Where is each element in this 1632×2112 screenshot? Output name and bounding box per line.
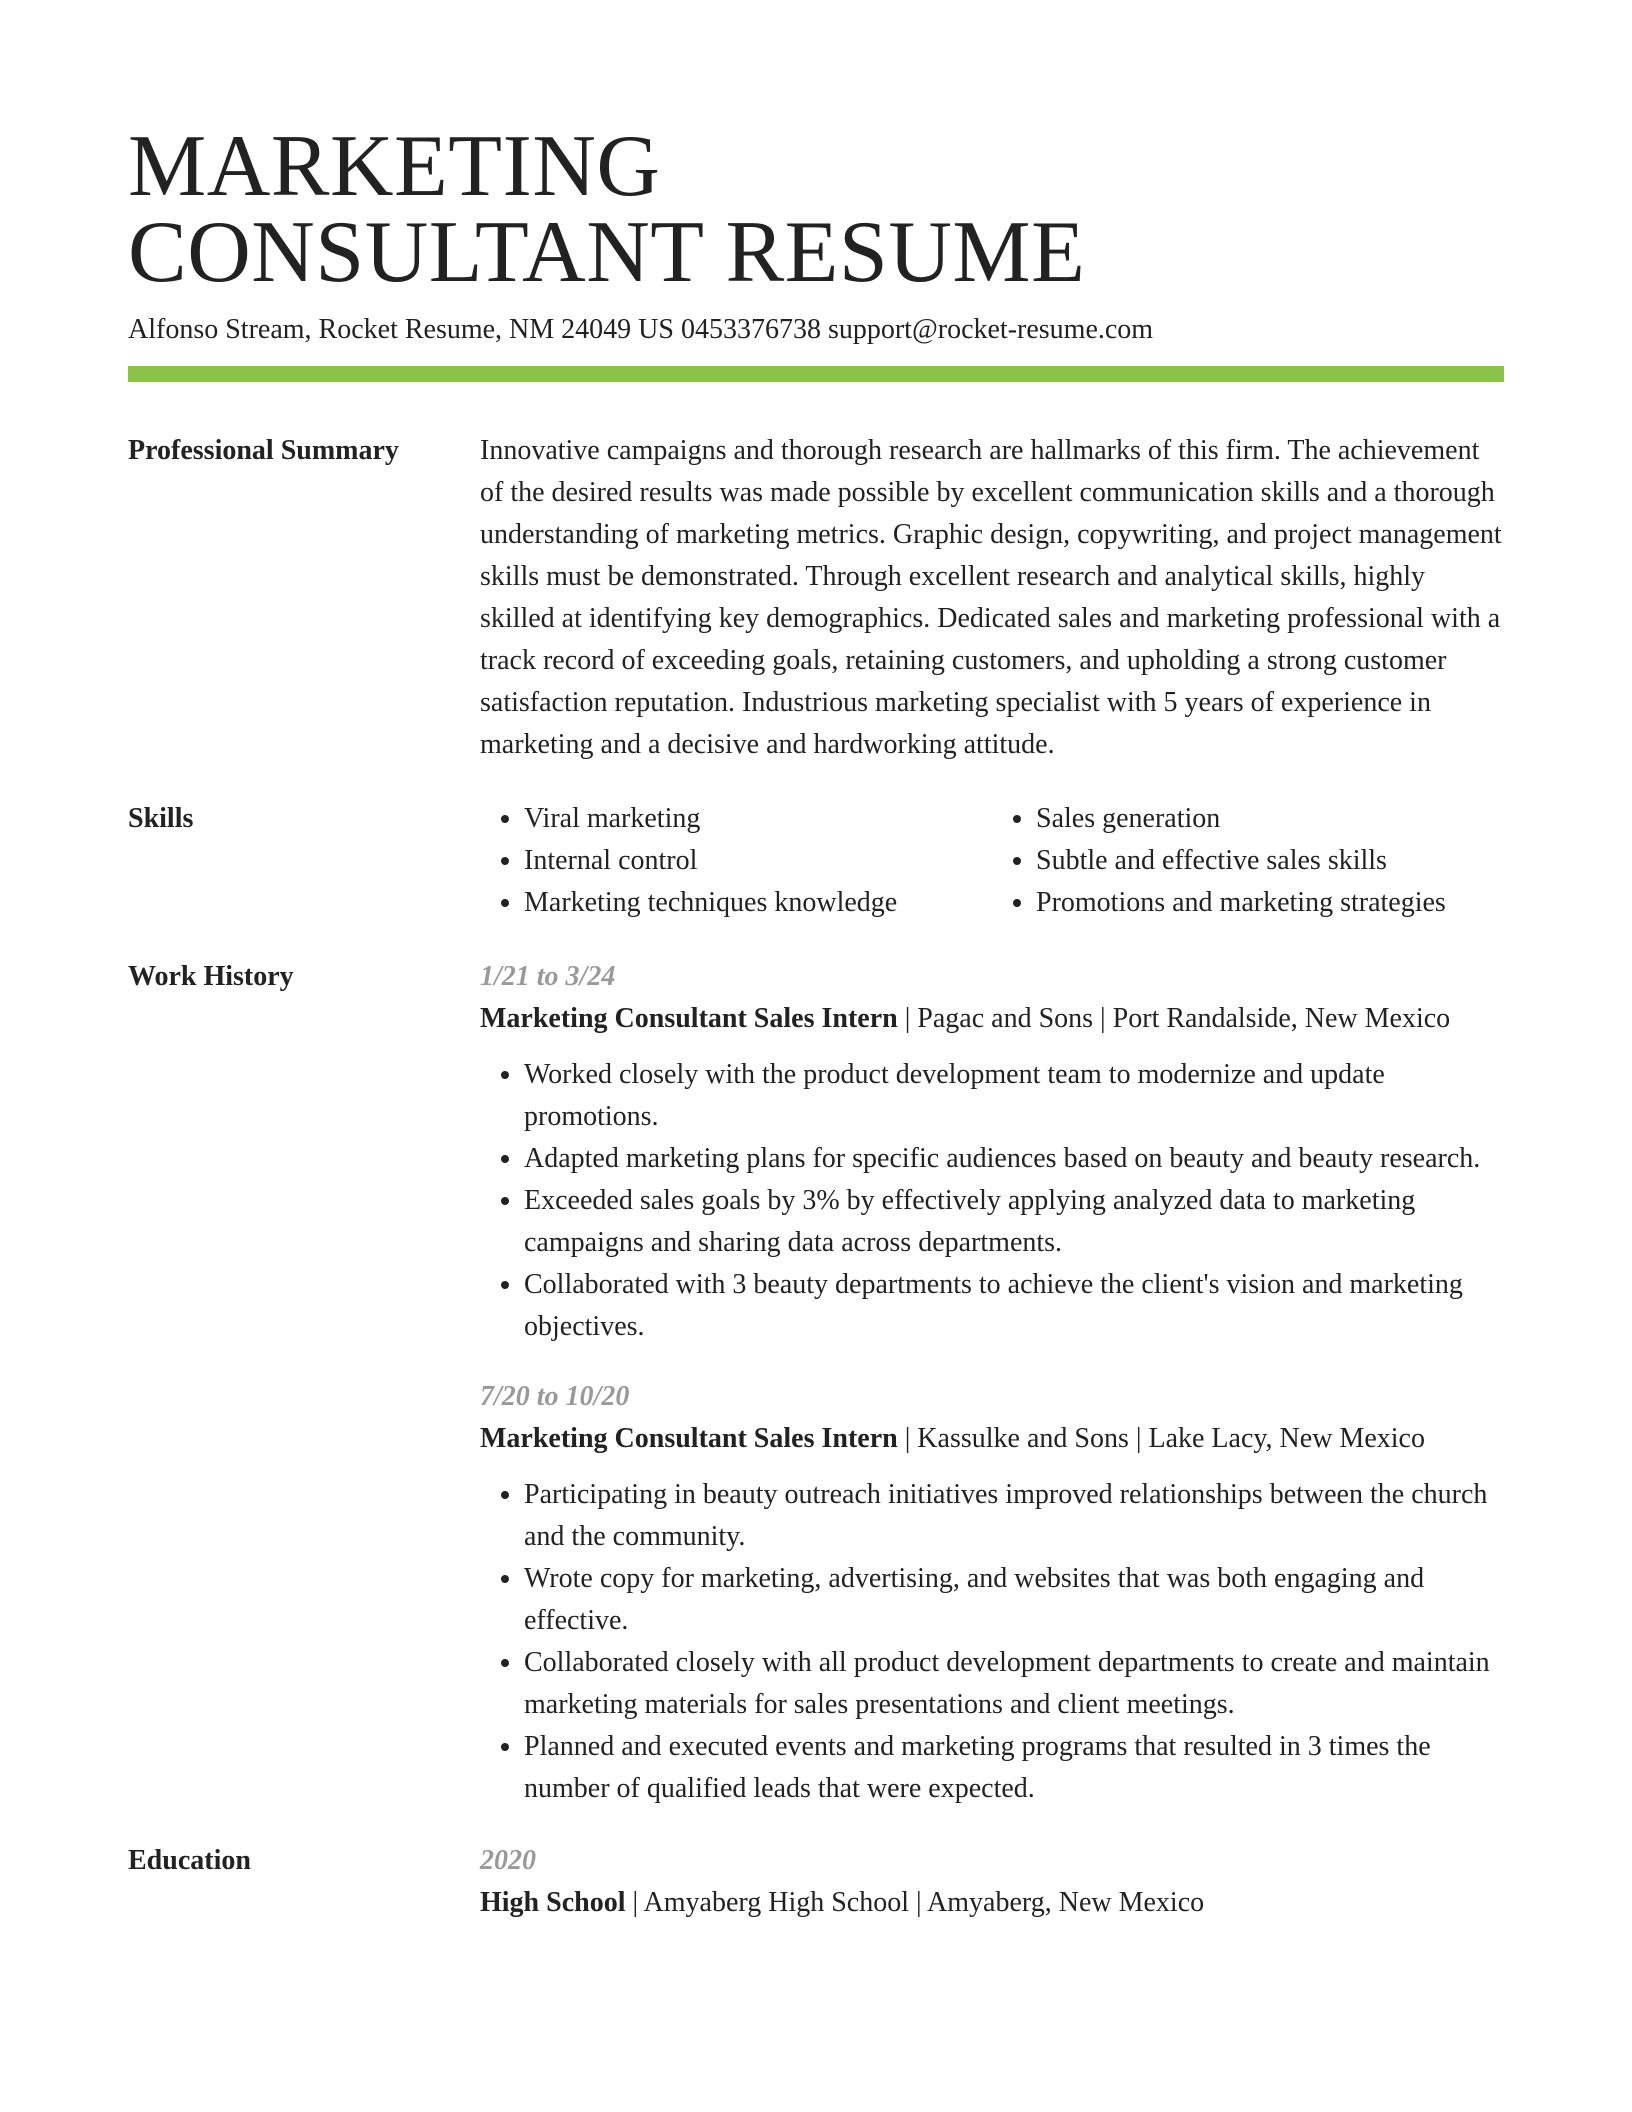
job-heading <box>480 1418 1504 1460</box>
summary-text: Innovative campaigns and thorough research are hallmarks of this firm. The achievement of the desired results was made possible by excellent communication skills and a thorough understanding of marketing metrics. Graphic design, copywriting, and project management skills must be demonstrated. Through excellent research and analytical skills, highly skilled at identifying key demographics. Dedicated sales and marketing professional with a track record of exceeding goals, retaining customers, and upholding a strong customer satisfaction reputation. Industrious marketing specialist with 5 years of experience in marketing and a decisive and hardworking attitude. <box>480 435 1502 760</box>
job-bullet: • Worked closely with the product development team to modernize and update promotions. <box>524 1054 1504 1138</box>
job-bullet: • Exceeded sales goals by 3% by effectively applying analyzed data to marketing campaigns and sharing data across departments. <box>524 1180 1504 1264</box>
section-label-work-history: Work History <box>128 961 294 992</box>
job-date: 1/21 to 3/24 <box>480 961 616 992</box>
contact-info: Alfonso Stream, Rocket Resume, NM 24049 US 0453376738 support@rocket-resume.com <box>128 314 1154 345</box>
resume-title <box>128 118 1504 301</box>
education-date: 2020 <box>480 1845 536 1876</box>
skills-list-left <box>480 798 992 924</box>
job-entry <box>480 1376 1504 1810</box>
skills-list-right <box>992 798 1504 924</box>
education-details: | Amyaberg High School | Amyaberg, New Mexico <box>625 1887 1205 1918</box>
title-line-1: MARKETING <box>128 118 661 215</box>
summary-section <box>128 430 1504 766</box>
education-section <box>128 1840 1504 1924</box>
section-label-skills: Skills <box>128 803 194 834</box>
section-label-education: Education <box>128 1845 251 1876</box>
job-bullet: • Collaborated with 3 beauty departments to achieve the client's vision and marketing objectives. <box>524 1264 1504 1348</box>
skill-item: • Promotions and marketing strategies <box>1036 882 1504 924</box>
education-body <box>480 1840 1504 1924</box>
skill-item: • Internal control <box>524 840 992 882</box>
job-title: Marketing Consultant Sales Intern <box>480 1423 898 1454</box>
job-bullet: • Participating in beauty outreach initiatives improved relationships between the church and the community. <box>524 1474 1504 1558</box>
accent-divider <box>128 366 1504 382</box>
job-title: Marketing Consultant Sales Intern <box>480 1003 898 1034</box>
job-bullets <box>480 1474 1504 1810</box>
job-details: | Kassulke and Sons | Lake Lacy, New Mexico <box>897 1423 1425 1454</box>
education-heading <box>480 1882 1504 1924</box>
job-heading <box>480 998 1504 1040</box>
skills-section <box>128 798 1504 924</box>
skill-item: • Marketing techniques knowledge <box>524 882 992 924</box>
job-bullet: • Planned and executed events and marketing programs that resulted in 3 times the number of qualified leads that were expected. <box>524 1726 1504 1810</box>
skill-item: • Viral marketing <box>524 798 992 840</box>
work-history-body <box>480 956 1504 1810</box>
title-line-2: CONSULTANT RESUME <box>128 204 1086 301</box>
education-degree: High School <box>480 1887 626 1918</box>
job-bullet: • Adapted marketing plans for specific audiences based on beauty and beauty research. <box>524 1138 1504 1180</box>
job-entry <box>480 956 1504 1348</box>
job-details: | Pagac and Sons | Port Randalside, New Mexico <box>897 1003 1451 1034</box>
job-bullet: • Wrote copy for marketing, advertising, and websites that was both engaging and effective. <box>524 1558 1504 1642</box>
work-history-section <box>128 956 1504 1810</box>
skill-item: • Subtle and effective sales skills <box>1036 840 1504 882</box>
skill-item: • Sales generation <box>1036 798 1504 840</box>
job-date: 7/20 to 10/20 <box>480 1381 630 1412</box>
job-bullet: • Collaborated closely with all product development departments to create and maintain marketing materials for sales presentations and client meetings. <box>524 1642 1504 1726</box>
skills-columns <box>480 798 1504 924</box>
job-bullets <box>480 1054 1504 1348</box>
section-label-summary: Professional Summary <box>128 435 399 466</box>
